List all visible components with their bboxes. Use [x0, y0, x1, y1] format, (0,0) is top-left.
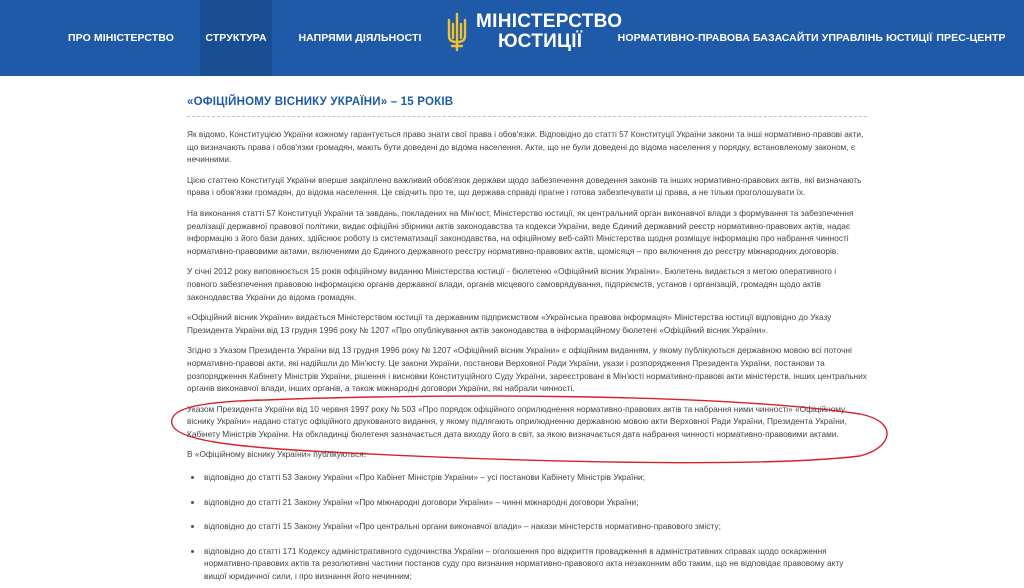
nav-item-press-center[interactable]: ПРЕС-ЦЕНТР: [936, 32, 1006, 44]
list-item: відповідно до статті 53 Закону України «Про Кабінет Міністрів України» – усі постанови Кабінету Міністрів України;: [187, 471, 867, 484]
paragraph-2: Цією статтею Конституції України вперше закріплено важливий обов'язок держави щодо забезпечення доведення законів та інших нормативно-правових актів, які визначають права і обов'язки громадян, до відома населення. Це свідчить про те, що держава справді прагне і готова забезпечувати ці права, а не тільки проголошувати їх.: [187, 174, 862, 198]
nav-item-legal-base[interactable]: НОРМАТИВНО-ПРАВОВА БАЗА: [617, 32, 783, 44]
page-title: «ОФІЦІЙНОМУ ВІСНИКУ УКРАЇНИ» – 15 РОКІВ: [187, 96, 454, 108]
title-divider: [187, 116, 867, 117]
paragraph-5: «Офіційний вісник України» видається Міністерством юстиції та державним підприємством «Українська правова інформація» Міністерства юстиції відповідно до Указу Президента України від 13 грудня 1996 року № 1207 «Про опублікування актів законодавства в інформаційному бюлетені «Офіційний вісник України».: [187, 312, 832, 335]
paragraph-1: Як відомо, Конституцією України кожному гарантується право знати свої права і обов'язки. Відповідно до статті 57 Конституції України закони та інші нормативно-правові акти, що визначають права і обов'язки громадян, мають бути доведені до відома населення. Акти, що не були доведені до відома населення у порядку, встановленому законом, є нечинними.: [187, 129, 864, 165]
paragraph-4: У січні 2012 року виповнюється 15 років офіційному виданню Міністерства юстиції - бюлетеню «Офіційний вісник України». Бюлетень видається з метою оперативного і повного забезпечення правовою інформацією органів державної влади, органів місцевого самоврядування, підприємств, установ і організацій, громадян щодо актів законодавства України до відома громадян.: [187, 266, 837, 302]
nav-item-activity-directions[interactable]: НАПРЯМИ ДІЯЛЬНОСТІ: [298, 32, 422, 44]
nav-item-about-ministry[interactable]: ПРО МІНІСТЕРСТВО: [68, 32, 174, 44]
list-item: відповідно до статті 21 Закону України «Про міжнародні договори України» – чинні міжнародні договори України;: [187, 496, 867, 509]
logo-line-2: ЮСТИЦІЇ: [498, 31, 583, 52]
paragraph-3: На виконання статті 57 Конституції України та завдань, покладених на Мін'юст, Міністерство юстиції, як центральний орган виконавчої влади з формування та забезпечення реалізації державної правової політики, видає офіційні збірники актів законодавства та кодекси України, веде Єдиний державний реєстр нормативно-правових актів, надає інформацію з його бази даних, здійснює роботу із систематизації законодавства, на офіційному веб-сайті Міністерства щодня розміщує інформацію про набрання чинності нормативно-правовими актами, включеними до Єдиного державного реєстру нормативно-правових актів, щомісяця – про включення до реєстру міжнародних договорів.: [187, 207, 854, 256]
list-item: відповідно до статті 171 Кодексу адміністративного судочинства України – оголошення про відкриття провадження в адміністративних справах щодо оскарження нормативно-правових актів та резолютивні частини постанов суду про визнання нормативно-правового акта незаконним або таким, що не відповідає правовому акту вищої юридичної сили, і про визнання його нечинним;: [187, 545, 867, 583]
logo-text: [476, 12, 622, 52]
paragraph-6: Згідно з Указом Президента України від 13 грудня 1996 року № 1207 «Офіційний вісник України» є офіційним виданням, у якому публікуються державною мовою всі поточні нормативно-правові акти, які надійшли до Мін'юсту. Це закони України, постанови Верховної Ради України, укази і розпорядження Президента України, постанови та розпорядження Кабінету Міністрів України, рішення і висновки Конституційного Суду України, зареєстровані в Мін'юсті нормативно-правові акти міністерств, інших центральних органів виконавчої влади, інших органів, а також міжнародні договори України, які набрали чинності.: [187, 345, 867, 394]
paragraph-8: В «Офіційному віснику України» публікуються:: [187, 449, 367, 460]
nav-item-justice-sites[interactable]: САЙТИ УПРАВЛІНЬ ЮСТИЦІЇ: [781, 32, 933, 44]
trident-icon: [444, 12, 470, 52]
ministry-logo[interactable]: [444, 10, 622, 54]
logo-line-1: МІНІСТЕРСТВО: [476, 11, 623, 32]
paragraph-7-highlighted: Указом Президента України від 10 червня 1997 року № 503 «Про порядок офіційного оприлюднення нормативно-правових актів та набрання ними чинності» «Офіційному віснику України» надано статус офіційного друкованого видання, у якому підлягають оприлюдненню державною мовою акти Верховної Ради України, Президента України, Кабінету Міністрів України. На обкладинці бюлетеня зазначається дата виходу його в світ, за якою визначається дата набрання чинності нормативно-правовими актами.: [187, 403, 847, 439]
article: [187, 76, 867, 583]
list-item: відповідно до статті 15 Закону України «Про центральні органи виконавчої влади» – накази міністерств нормативно-правового змісту;: [187, 520, 867, 533]
publications-list: [187, 471, 867, 583]
nav-item-structure[interactable]: СТРУКТУРА: [200, 0, 272, 76]
site-header: [0, 0, 1024, 76]
